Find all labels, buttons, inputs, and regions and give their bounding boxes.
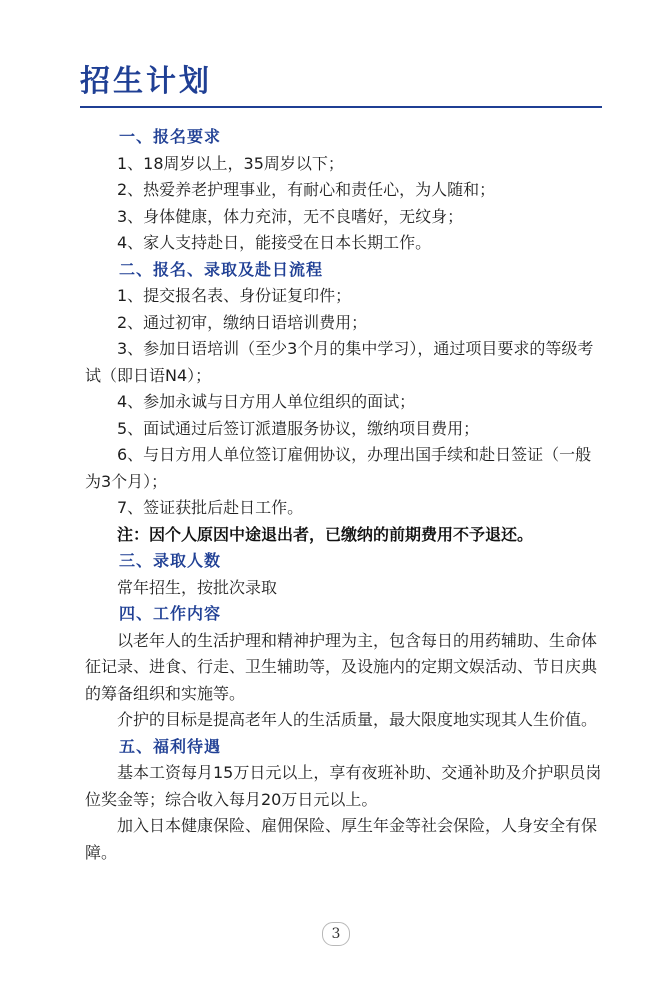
section-heading-benefits: 五、福利待遇 <box>119 736 222 756</box>
requirement-item: 3、身体健康，体力充沛，无不良嗜好，无纹身； <box>117 206 464 226</box>
enrollment-text: 常年招生，按批次录取 <box>117 577 278 597</box>
title-divider <box>80 106 602 108</box>
process-step: 2、通过初审，缴纳日语培训费用； <box>117 312 368 332</box>
section-heading-work: 四、工作内容 <box>119 604 222 623</box>
requirement-item: 4、家人支持赴日，能接受在日本长期工作。 <box>117 233 432 252</box>
process-step: 3、参加日语培训（至少3个月的集中学习），通过项目要求的等级考试（即日语N4）； <box>85 339 594 385</box>
requirement-item: 2、热爱养老护理事业，有耐心和责任心，为人随和； <box>117 180 496 199</box>
process-step: 4、参加永诚与日方用人单位组织的面试； <box>117 392 416 411</box>
section-heading-requirements: 一、报名要求 <box>119 127 222 146</box>
refund-note: 注：因个人原因中途退出者，已缴纳的前期费用不予退还。 <box>117 524 534 544</box>
document-body <box>85 124 605 866</box>
process-step: 6、与日方用人单位签订雇佣协议，办理出国手续和赴日签证（一般为3个月）； <box>85 445 592 491</box>
work-paragraph: 介护的目标是提高老年人的生活质量，最大限度地实现其人生价值。 <box>117 710 598 729</box>
process-step: 1、提交报名表、身份证复印件； <box>117 286 352 305</box>
page-title: 招生计划 <box>80 64 212 99</box>
requirement-item: 1、18周岁以上，35周岁以下； <box>117 153 344 173</box>
section-heading-enrollment: 三、录取人数 <box>119 551 222 570</box>
process-step: 7、签证获批后赴日工作。 <box>117 498 304 517</box>
page-number: 3 <box>322 922 350 946</box>
process-step: 5、面试通过后签订派遣服务协议，缴纳项目费用； <box>117 418 480 438</box>
benefits-paragraph: 加入日本健康保险、雇佣保险、厚生年金等社会保险，人身安全有保障。 <box>85 816 598 862</box>
benefits-paragraph: 基本工资每月15万日元以上，享有夜班补助、交通补助及介护职员岗位奖金等；综合收入每月20万日元以上。 <box>85 763 602 809</box>
work-paragraph: 以老年人的生活护理和精神护理为主，包含每日的用药辅助、生命体征记录、进食、行走、卫生辅助等，及设施内的定期文娱活动、节日庆典的筹备组织和实施等。 <box>85 630 598 703</box>
section-heading-process: 二、报名、录取及赴日流程 <box>119 259 324 279</box>
